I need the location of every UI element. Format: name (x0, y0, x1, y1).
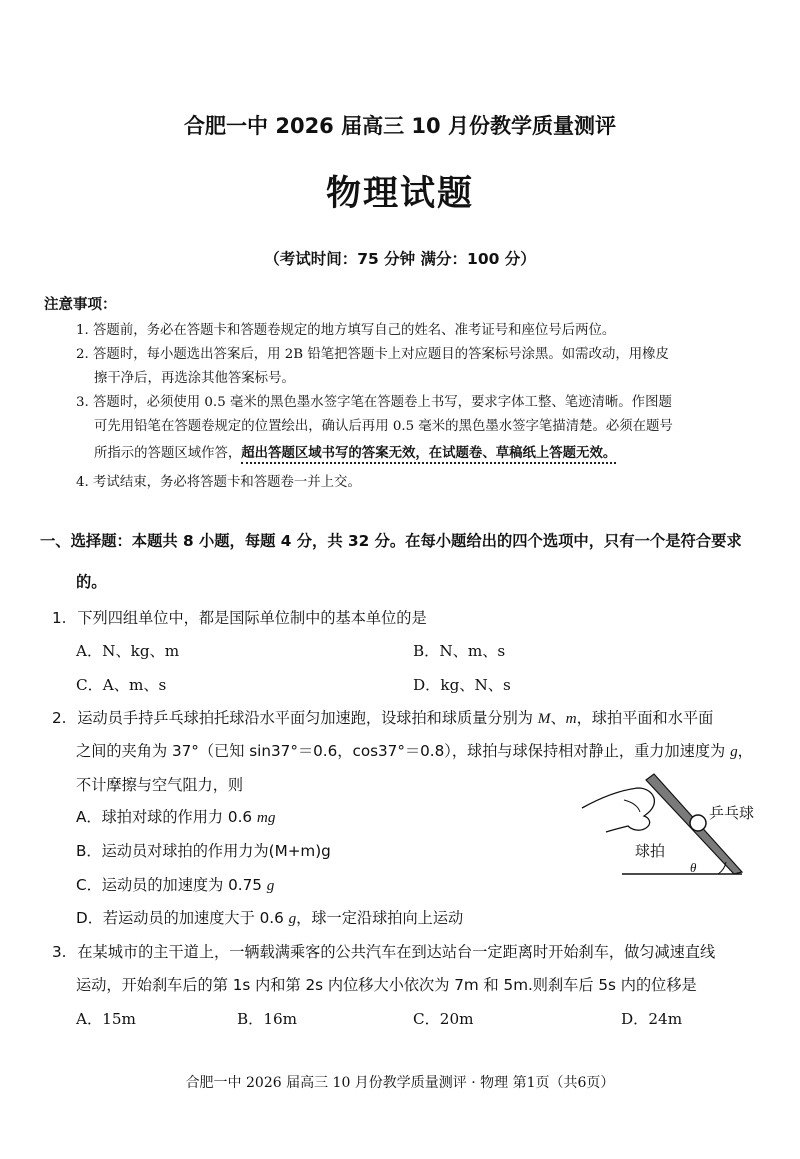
q1-option-d: D．kg、N、s (413, 676, 511, 694)
q2-option-c (76, 874, 274, 895)
notice-item-2-cont: 擦干净后，再选涂其他答案标号。 (94, 371, 295, 386)
q2-stem-line2-a: 之间的夹角为 37°（已知 sin37°＝0.6，cos37°＝0.8），球拍与球保持相对静止，重力加速度为 (76, 742, 731, 760)
q2-var-g: g (730, 743, 738, 760)
notice-item-3-text: 所指示的答题区域作答， (94, 446, 242, 461)
notice-emphasis: 超出答题区域书写的答案无效，在试题卷、草稿纸上答题无效。 (241, 446, 616, 464)
notice-item-3: 3. 答题时，必须使用 0.5 毫米的黑色墨水签字笔在答题卷上书写，要求字体工整、笔迹清晰。作图题 (76, 395, 672, 410)
q2-sep: 、 (550, 709, 566, 727)
question-2 (52, 707, 713, 728)
q2-stem-line2 (76, 740, 753, 761)
section-heading-cont: 的。 (76, 573, 107, 591)
question-number: 3. (52, 943, 67, 961)
question-1 (52, 607, 427, 628)
finger-line (624, 800, 640, 812)
notice-item-1: 1. 答题前，务必在答题卡和答题卷规定的地方填写自己的姓名、准考证号和座位号后两位。 (76, 323, 616, 338)
q1-option-b: B．N、m、s (413, 642, 506, 660)
section-heading: 一、选择题：本题共 8 小题，每题 4 分，共 32 分。在每小题给出的四个选项中，只有一个是符合要求 (40, 532, 742, 550)
q3-option-b: B．16m (237, 1010, 298, 1028)
q2-option-d-b: ，球一定沿球拍向上运动 (296, 909, 464, 927)
q1-option-a: A．N、kg、m (76, 642, 180, 660)
question-stem: 在某城市的主干道上，一辆载满乘客的公共汽车在到达站台一定距离时开始刹车，做匀减速直线 (77, 943, 716, 961)
q3-stem-line2: 运动，开始刹车后的第 1s 内和第 2s 内位移大小依次为 7m 和 5m.则刹车后 5s 内的位移是 (76, 976, 697, 994)
q3-option-d: D．24m (621, 1010, 683, 1028)
q2-option-d (76, 907, 463, 928)
question-3 (52, 941, 715, 962)
q2-figure (580, 770, 780, 882)
page-footer: 合肥一中 2026 届高三 10 月份教学质量测评 · 物理 第1页（共6页） (185, 1075, 615, 1091)
exam-title: 合肥一中 2026 届高三 10 月份教学质量测评 (184, 114, 616, 138)
angle-label: θ (690, 860, 697, 875)
q2-option-b: B．运动员对球拍的作用力为(M+m)g (76, 842, 331, 860)
notice-item-3-cont2 (94, 442, 616, 461)
q2-stem-line2-b: ， (737, 742, 753, 760)
q2-stem-line1-b: ，球拍平面和水平面 (576, 709, 714, 727)
q2-option-a-var: mg (256, 809, 276, 826)
q2-stem-line3: 不计摩擦与空气阻力，则 (76, 776, 244, 794)
question-number: 1. (52, 609, 67, 627)
q3-option-c: C．20m (413, 1010, 474, 1028)
q2-stem-line1-a: 运动员手持乒乓球拍托球沿水平面匀加速跑，设球拍和球质量分别为 (77, 709, 538, 727)
q2-option-d-var: g (288, 910, 297, 927)
q2-var-m: m (565, 710, 577, 727)
q2-option-d-a: D．若运动员的加速度大于 0.6 (76, 909, 284, 927)
q2-option-a (76, 806, 275, 827)
racket-label: 球拍 (635, 842, 666, 860)
ball-label: 乒乓球 (709, 804, 755, 822)
hand-outline (582, 788, 654, 832)
question-stem: 下列四组单位中，都是国际单位制中的基本单位的是 (77, 609, 427, 627)
q2-var-M: M (537, 710, 551, 727)
notice-item-2: 2. 答题时，每小题选出答案后，用 2B 铅笔把答题卡上对应题目的答案标号涂黑。如需改动，用橡皮 (76, 347, 669, 362)
q1-option-c: C．A、m、s (76, 676, 167, 694)
question-number: 2. (52, 709, 67, 727)
notice-heading: 注意事项： (44, 297, 117, 313)
q2-option-c-var: g (266, 877, 275, 894)
exam-info: （考试时间：75 分钟 满分：100 分） (264, 250, 536, 268)
q2-option-a-text: A．球拍对球的作用力 0.6 (76, 808, 253, 826)
q3-option-a: A．15m (76, 1010, 136, 1028)
notice-item-3-cont: 可先用铅笔在答题卷规定的位置绘出，确认后再用 0.5 毫米的黑色墨水签字笔描清楚。必须在题号 (94, 419, 673, 434)
notice-item-4: 4. 考试结束，务必将答题卡和答题卷一并上交。 (76, 475, 361, 490)
subject-title: 物理试题 (325, 173, 474, 214)
ball-circle (690, 815, 706, 831)
q2-option-c-text: C．运动员的加速度为 0.75 (76, 876, 262, 894)
